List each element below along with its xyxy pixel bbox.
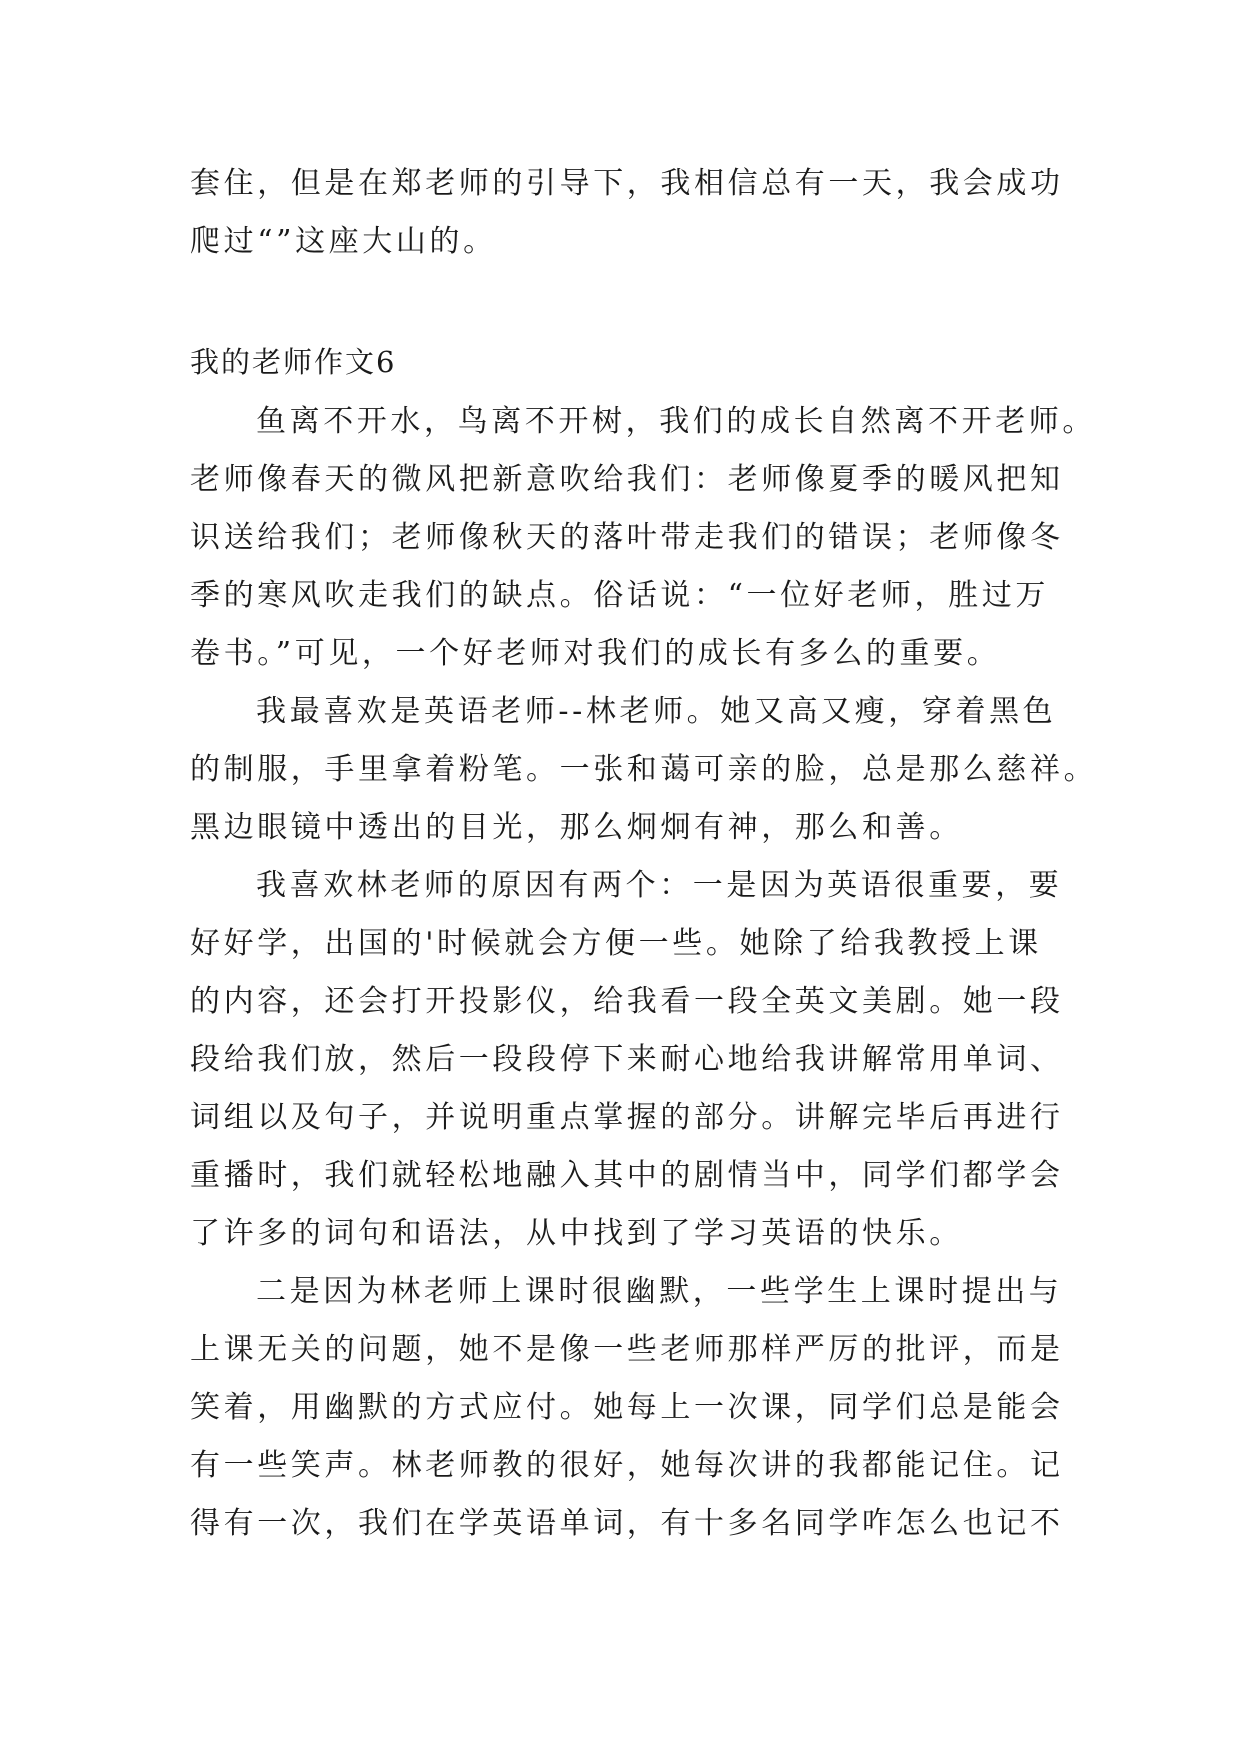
paragraph-4-line-1: 二是因为林老师上课时很幽默，一些学生上课时提出与 <box>256 1274 1063 1309</box>
paragraph-1-line-2: 老师像春天的微风把新意吹给我们：老师像夏季的暖风把知 <box>190 462 1064 497</box>
paragraph-4-line-4: 有一些笑声。林老师教的很好，她每次讲的我都能记住。记 <box>190 1448 1064 1483</box>
continuation-line-2: 爬过“”这座大山的。 <box>190 224 497 259</box>
paragraph-1-line-4: 季的寒风吹走我们的缺点。俗话说：“一位好老师，胜过万 <box>190 578 1049 613</box>
paragraph-1-line-3: 识送给我们；老师像秋天的落叶带走我们的错误；老师像冬 <box>190 520 1064 555</box>
paragraph-2-line-1: 我最喜欢是英语老师--林老师。她又高又瘦，穿着黑色 <box>256 694 1057 729</box>
paragraph-2-line-3: 黑边眼镜中透出的目光，那么炯炯有神，那么和善。 <box>190 810 963 845</box>
paragraph-4-line-5: 得有一次，我们在学英语单词，有十多名同学咋怎么也记不 <box>190 1506 1064 1541</box>
paragraph-1-line-1: 鱼离不开水，鸟离不开树，我们的成长自然离不开老师。 <box>256 404 1096 439</box>
paragraph-3-line-5: 词组以及句子，并说明重点掌握的部分。讲解完毕后再进行 <box>190 1100 1064 1135</box>
paragraph-4-line-2: 上课无关的问题，她不是像一些老师那样严厉的批评，而是 <box>190 1332 1064 1367</box>
paragraph-3-line-6: 重播时，我们就轻松地融入其中的剧情当中，同学们都学会 <box>190 1158 1064 1193</box>
paragraph-3-line-2: 好好学，出国的'时候就会方便一些。她除了给我教授上课 <box>190 926 1042 961</box>
paragraph-2-line-2: 的制服，手里拿着粉笔。一张和蔼可亲的脸，总是那么慈祥。 <box>190 752 1098 787</box>
paragraph-3-line-3: 的内容，还会打开投影仪，给我看一段全英文美剧。她一段 <box>190 984 1064 1019</box>
paragraph-3-line-7: 了许多的词句和语法，从中找到了学习英语的快乐。 <box>190 1216 963 1251</box>
continuation-line-1: 套住，但是在郑老师的引导下，我相信总有一天，我会成功 <box>190 166 1064 201</box>
paragraph-3-line-4: 段给我们放，然后一段段停下来耐心地给我讲解常用单词、 <box>190 1042 1064 1077</box>
paragraph-3-line-1: 我喜欢林老师的原因有两个：一是因为英语很重要，要 <box>256 868 1063 903</box>
section-title: 我的老师作文6 <box>190 345 397 379</box>
paragraph-1-line-5: 卷书。”可见，一个好老师对我们的成长有多么的重要。 <box>190 636 1001 671</box>
paragraph-4-line-3: 笑着，用幽默的方式应付。她每上一次课，同学们总是能会 <box>190 1390 1064 1425</box>
